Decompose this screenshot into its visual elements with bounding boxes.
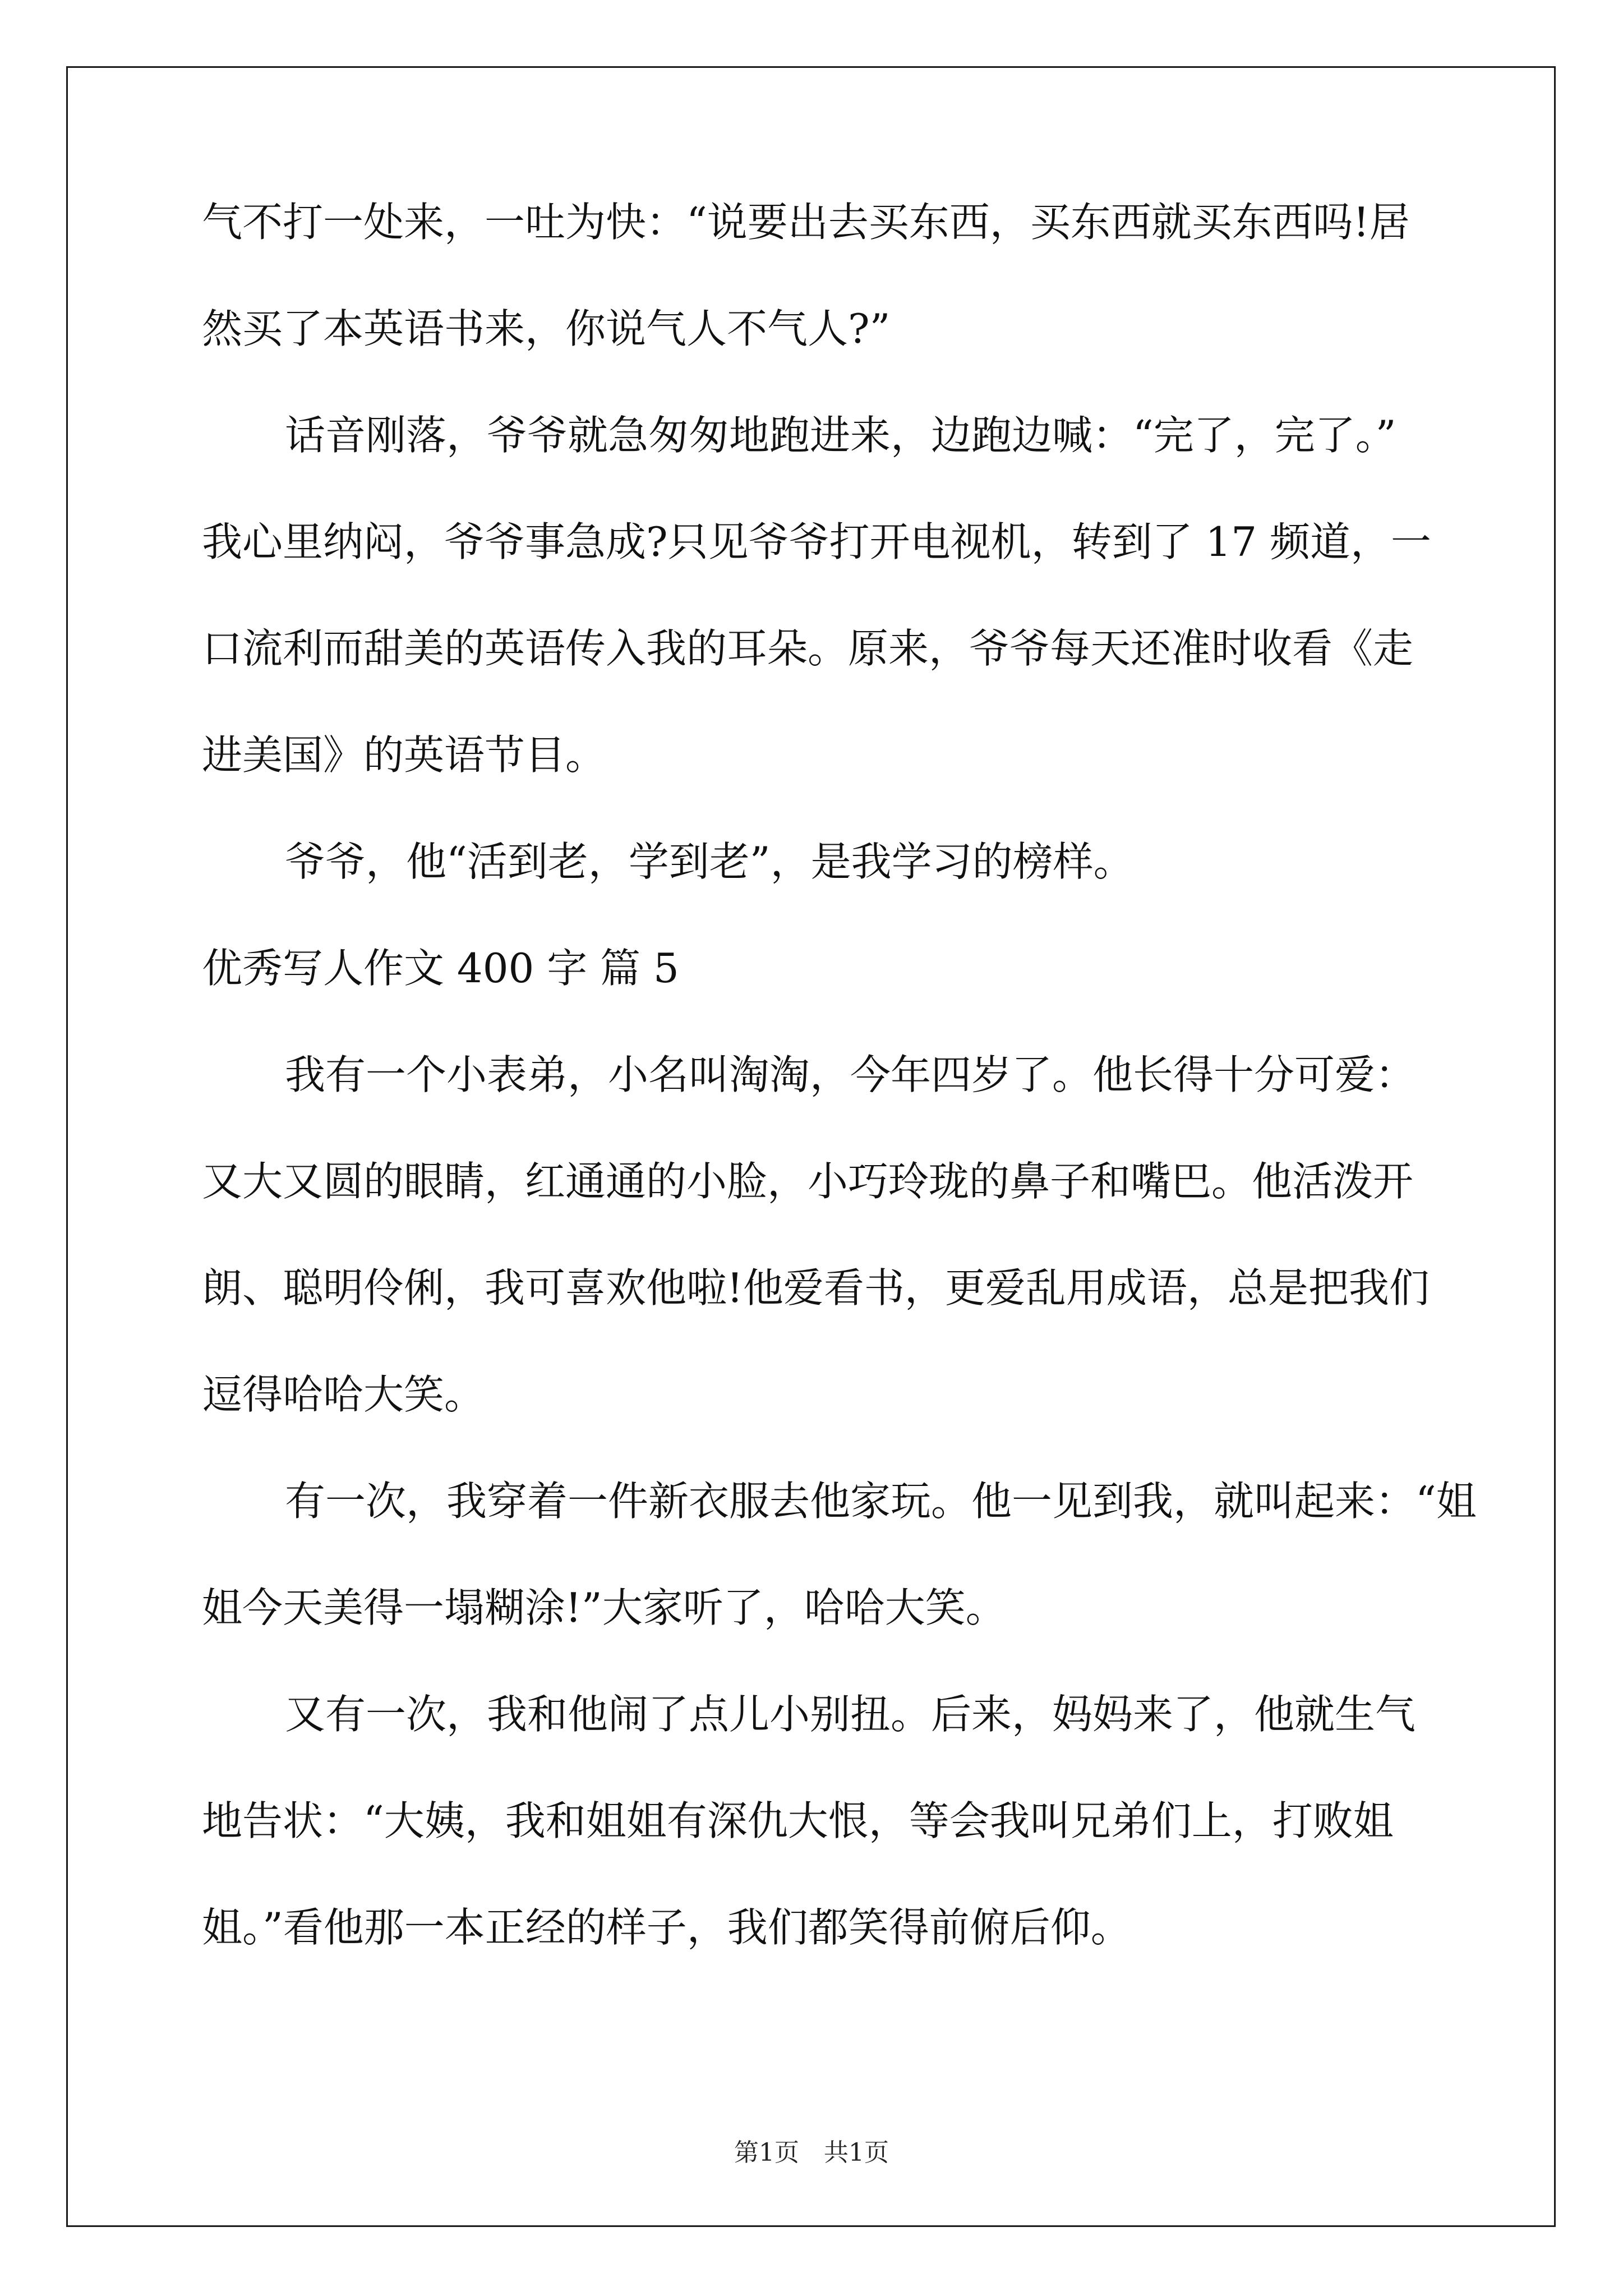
text-line: 进美国》的英语节目。: [202, 731, 606, 779]
text-line: 又大又圆的眼睛，红通通的小脸，小巧玲珑的鼻子和嘴巴。他活泼开: [202, 1158, 1414, 1205]
text-line: 气不打一处来，一吐为快：“说要出去买东西，买东西就买东西吗!居: [202, 199, 1410, 246]
section-heading: 优秀写人作文 400 字 篇 5: [202, 945, 679, 992]
paragraph-start-line: 话音刚落，爷爷就急匆匆地跑进来，边跑边喊：“完了，完了。”: [285, 412, 1396, 459]
text-line: 逗得哈哈大笑。: [202, 1371, 485, 1418]
text-line: 姐。”看他那一本正经的样子，我们都笑得前俯后仰。: [202, 1904, 1131, 1951]
text-line: 地告状：“大姨，我和姐姐有深仇大恨，等会我叫兄弟们上，打败姐: [202, 1797, 1394, 1844]
paragraph-start-line: 爷爷，他“活到老，学到老”，是我学习的榜样。: [285, 838, 1134, 885]
text-line: 然买了本英语书来，你说气人不气人?”: [202, 305, 891, 352]
paragraph-start-line: 又有一次，我和他闹了点儿小别扭。后来，妈妈来了，他就生气: [285, 1691, 1416, 1738]
paragraph-start-line: 有一次，我穿着一件新衣服去他家玩。他一见到我，就叫起来：“姐: [285, 1478, 1477, 1525]
text-line: 朗、聪明伶俐，我可喜欢他啦!他爱看书，更爱乱用成语，总是把我们: [202, 1264, 1430, 1312]
text-line: 姐今天美得一塌糊涂!”大家听了，哈哈大笑。: [202, 1584, 1006, 1631]
text-line: 我心里纳闷，爷爷事急成?只见爷爷打开电视机，转到了 17 频道，一: [202, 518, 1431, 565]
text-line: 口流利而甜美的英语传入我的耳朵。原来，爷爷每天还准时收看《走: [202, 625, 1414, 672]
paragraph-start-line: 我有一个小表弟，小名叫淘淘，今年四岁了。他长得十分可爱：: [285, 1051, 1416, 1098]
page-number-footer: 第1页 共1页: [734, 2138, 889, 2167]
